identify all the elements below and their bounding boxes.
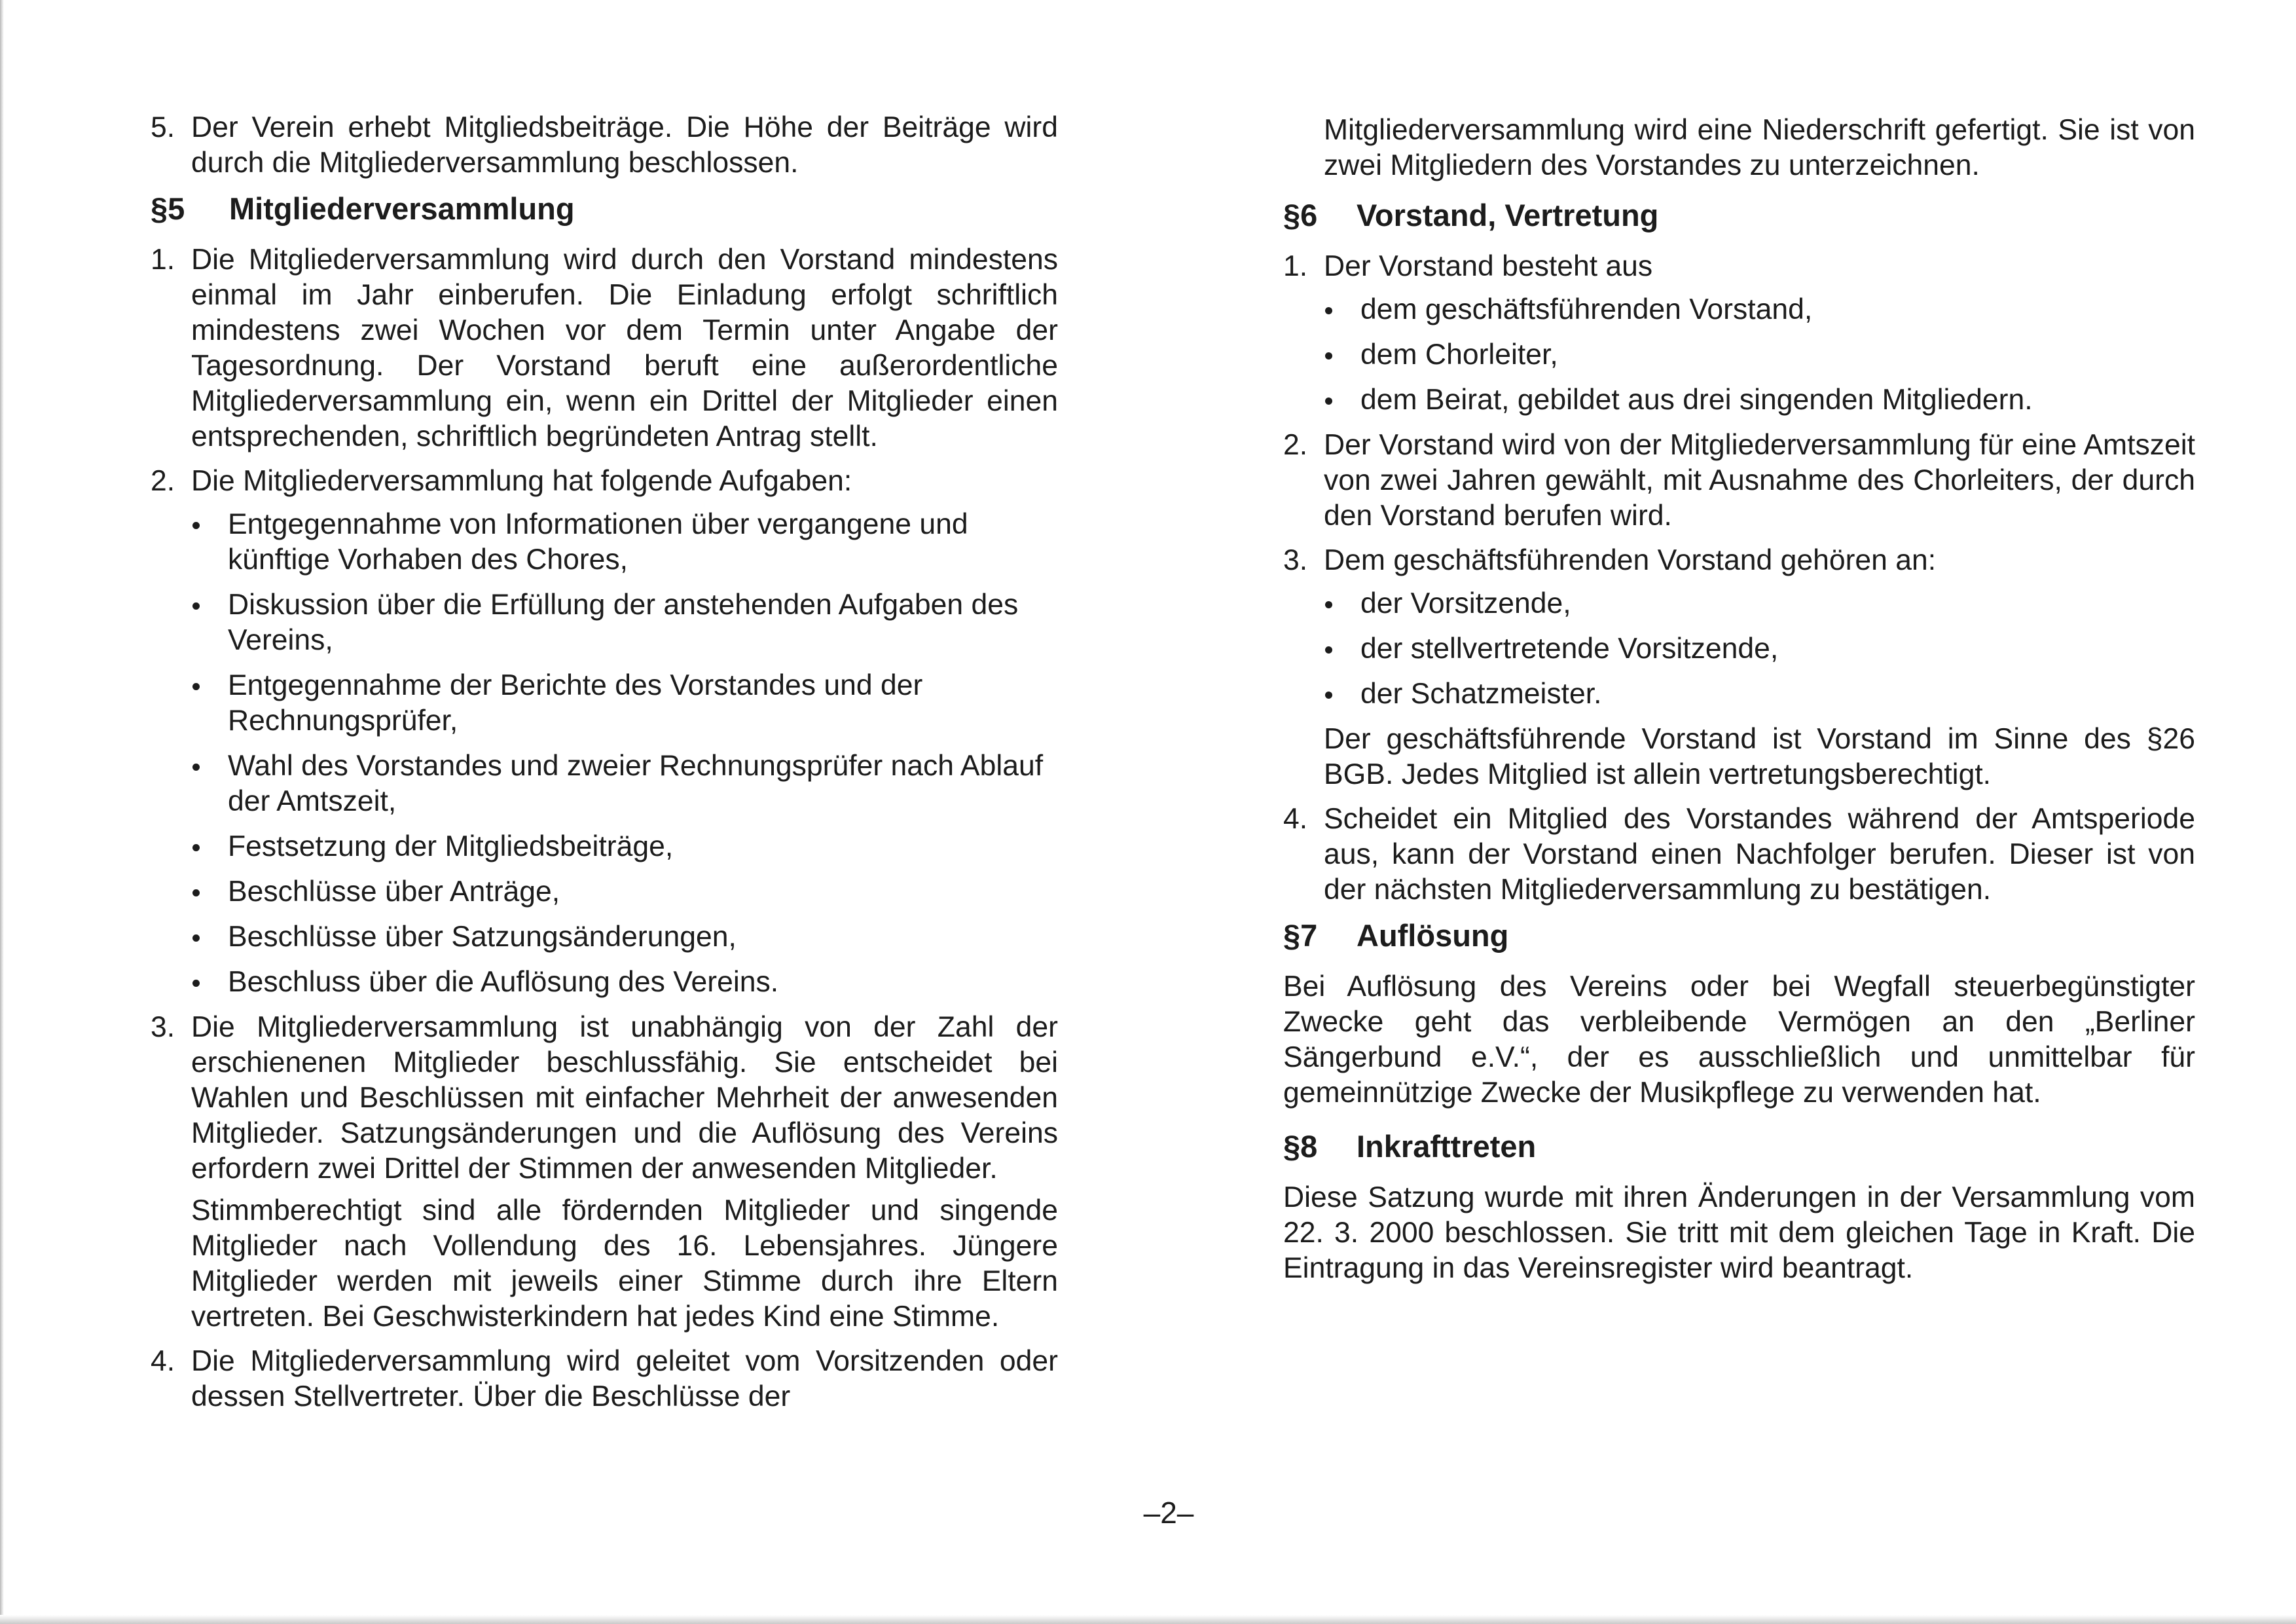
s6-item-1 bbox=[1283, 249, 2195, 418]
list-item: Beschluss über die Auflösung des Vereins. bbox=[191, 965, 1058, 1000]
list-item: der stellvertretende Vorsitzende, bbox=[1324, 631, 2195, 667]
s6-board-list bbox=[1324, 292, 2195, 418]
list-item: dem geschäftsführenden Vorstand, bbox=[1324, 292, 2195, 327]
section-heading-s7 bbox=[1283, 917, 2195, 955]
item-number: 1. bbox=[1283, 250, 1308, 282]
s4-continued-list bbox=[151, 110, 1058, 181]
item-text-continued: Der geschäftsführende Vorstand ist Vorstand im Sinne des §26 BGB. Jedes Mitglied ist allein vertretungsberechtigt. bbox=[1324, 723, 2195, 790]
item-number: 3. bbox=[1283, 544, 1308, 576]
item-text: Die Mitgliederversammlung wird geleitet vom Vorsitzenden oder dessen Stellvertreter. Über die Beschlüsse der bbox=[191, 1345, 1058, 1412]
list-item: Beschlüsse über Anträge, bbox=[191, 874, 1058, 910]
s6-list bbox=[1283, 249, 2195, 908]
continued-text: Mitgliederversammlung wird eine Niederschrift gefertigt. Sie ist von zwei Mitgliedern des Vorstandes zu unterzeichnen. bbox=[1324, 114, 2195, 181]
section-number: §8 bbox=[1283, 1129, 1318, 1164]
item-text: Die Mitgliederversammlung hat folgende Aufgaben: bbox=[191, 465, 852, 497]
section-heading-s5 bbox=[151, 190, 1058, 228]
list-item: Diskussion über die Erfüllung der anstehenden Aufgaben des Vereins, bbox=[191, 587, 1058, 658]
s6-executive-list bbox=[1324, 586, 2195, 712]
scan-edge-left bbox=[0, 0, 4, 1624]
item-number: 1. bbox=[151, 244, 175, 276]
s5-item-1 bbox=[151, 242, 1058, 454]
section-text: Diese Satzung wurde mit ihren Änderungen in der Versammlung vom 22. 3. 2000 beschlossen. Sie tritt mit dem gleichen Tage in Kraft. Die Eintragung in das Vereinsregister wird beantragt. bbox=[1283, 1181, 2195, 1284]
s5-item-3 bbox=[151, 1010, 1058, 1335]
left-column bbox=[151, 110, 1058, 1424]
section-title: Inkrafttreten bbox=[1357, 1129, 1537, 1164]
s5-item-2 bbox=[151, 464, 1058, 1000]
item-text: Dem geschäftsführenden Vorstand gehören an: bbox=[1324, 544, 1937, 576]
s5-item-4 bbox=[151, 1344, 1058, 1414]
list-item: der Schatzmeister. bbox=[1324, 676, 2195, 712]
section-text: Bei Auflösung des Vereins oder bei Wegfall steuerbegünstigter Zwecke geht das verbleibende Vermögen an den „Berliner Sängerbund e.V.“, der es ausschließlich und unmittelbar für gemeinnützige Zwecke der Musikpflege zu verwenden hat. bbox=[1283, 970, 2195, 1109]
section-title: Auflösung bbox=[1357, 918, 1509, 953]
list-item: dem Chorleiter, bbox=[1324, 337, 2195, 373]
item-text: Der Vorstand wird von der Mitgliederversammlung für eine Amtszeit von zwei Jahren gewählt, mit Ausnahme des Chorleiters, der durch den Vorstand berufen wird. bbox=[1324, 429, 2195, 532]
section-number: §7 bbox=[1283, 918, 1318, 953]
item-number: 2. bbox=[1283, 429, 1308, 461]
item-text: Scheidet ein Mitglied des Vorstandes während der Amtsperiode aus, kann der Vorstand einen Nachfolger berufen. Dieser ist von der nächsten Mitgliederversammlung zu bestätigen. bbox=[1324, 803, 2195, 906]
s6-item-2 bbox=[1283, 428, 2195, 534]
list-item: Festsetzung der Mitgliedsbeiträge, bbox=[191, 829, 1058, 864]
s6-item-4 bbox=[1283, 802, 2195, 908]
scan-edge-bottom bbox=[0, 1615, 2296, 1624]
list-item: Beschlüsse über Satzungsänderungen, bbox=[191, 919, 1058, 955]
right-column bbox=[1283, 113, 2195, 1286]
item-number: 5. bbox=[151, 111, 175, 143]
item-number: 3. bbox=[151, 1011, 175, 1043]
s5-tasks-list bbox=[191, 507, 1058, 1000]
section-number: §6 bbox=[1283, 198, 1318, 232]
item-number: 4. bbox=[1283, 803, 1308, 835]
section-title: Mitgliederversammlung bbox=[229, 191, 575, 226]
s5-list bbox=[151, 242, 1058, 1414]
s4-item-5 bbox=[151, 110, 1058, 181]
list-item: dem Beirat, gebildet aus drei singenden Mitgliedern. bbox=[1324, 382, 2195, 418]
section-heading-s6 bbox=[1283, 196, 2195, 234]
section-heading-s8 bbox=[1283, 1128, 2195, 1166]
item-number: 4. bbox=[151, 1345, 175, 1377]
list-item: der Vorsitzende, bbox=[1324, 586, 2195, 621]
section-number: §5 bbox=[151, 191, 185, 226]
list-item: Entgegennahme der Berichte des Vorstandes und der Rechnungsprüfer, bbox=[191, 668, 1058, 739]
item-text: Der Vorstand besteht aus bbox=[1324, 250, 1653, 282]
item-text: Die Mitgliederversammlung wird durch den Vorstand mindestens einmal im Jahr einberufen. Die Einladung erfolgt schriftlich mindestens zwei Wochen vor dem Termin unter Angabe der Tagesordnung. Der Vorstand beruft eine außerordentliche Mitgliederversammlung ein, wenn ein Drittel der Mitglieder einen entsprechenden, schriftlich begründeten Antrag stellt. bbox=[191, 244, 1058, 452]
item-text: Der Verein erhebt Mitgliedsbeiträge. Die Höhe der Beiträge wird durch die Mitgliederversammlung beschlossen. bbox=[191, 111, 1058, 179]
section-title: Vorstand, Vertretung bbox=[1357, 198, 1659, 232]
item-number: 2. bbox=[151, 465, 175, 497]
s6-item-3 bbox=[1283, 543, 2195, 792]
item-text-continued: Stimmberechtigt sind alle fördernden Mitglieder und singende Mitglieder nach Vollendung des 16. Lebensjahres. Jüngere Mitglieder werden mit jeweils einer Stimme durch ihre Eltern vertreten. Bei Geschwisterkindern hat jedes Kind eine Stimme. bbox=[191, 1194, 1058, 1333]
page-number: –2– bbox=[1143, 1496, 1194, 1530]
list-item: Wahl des Vorstandes und zweier Rechnungsprüfer nach Ablauf der Amtszeit, bbox=[191, 748, 1058, 819]
list-item: Entgegennahme von Informationen über vergangene und künftige Vorhaben des Chores, bbox=[191, 507, 1058, 578]
item-text: Die Mitgliederversammlung ist unabhängig von der Zahl der erschienenen Mitglieder beschlussfähig. Sie entscheidet bei Wahlen und Beschlüssen mit einfacher Mehrheit der anwesenden Mitglieder. Satzungsänderungen und die Auflösung des Vereins erfordern zwei Drittel der Stimmen der anwesenden Mitglieder. bbox=[191, 1011, 1058, 1185]
